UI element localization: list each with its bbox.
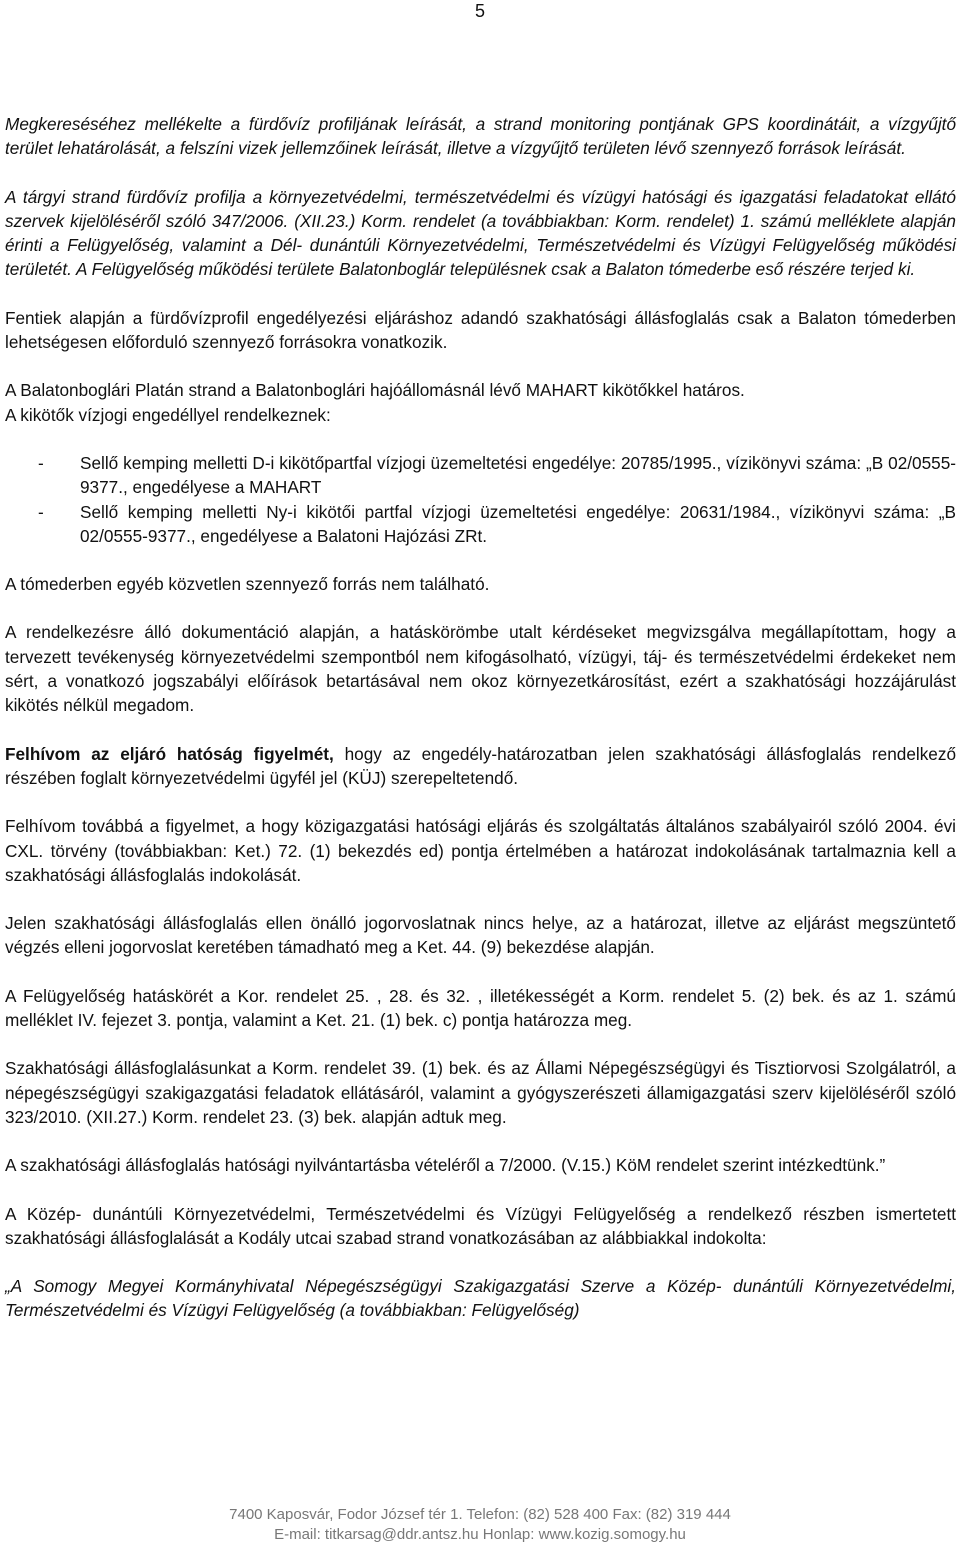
- paragraph-registration: A szakhatósági állásfoglalás hatósági nyilvántartásba vételéről a 7/2000. (V.15.) KöM rendelet szerint intézkedtünk.”: [5, 1155, 886, 1176]
- list-dash: -: [38, 452, 44, 473]
- footer-address: 7400 Kaposvár, Fodor József tér 1. Telefon: (82) 528 400 Fax: (82) 319 444: [229, 1506, 731, 1523]
- paragraph-profile-scope: A tárgyi strand fürdővíz profilja a környezetvédelmi, természetvédelmi és vízügyi hatósági és igazgatási feladatokat ellátó szervek kijelöléséről szóló 347/2006. (XII.23.) Korm. rendelet (a továbbiakban: Korm. rendelet) 1. számú melléklete alapján érinti a Felügyelőség, valamint a Dél- dunántúli Környezetvédelmi, Természetvédelmi és Vízügyi Felügyelőség működési területét. A Felügyelőség működési területe Balatonboglár településnek csak a Balaton tómederbe eső részére terjed ki.: [5, 186, 956, 280]
- list-item: [5, 500, 956, 549]
- paragraph-decision: A rendelkezésre álló dokumentáció alapján, a hatáskörömbe utalt kérdéseket megvizsgálva megállapítottam, hogy a tervezett tevékenység környezetvédelmi szempontból nem kifogásolható, vízügyi, táj- és természetvédelmi érdekeket nem sért, a vonatkozó jogszabályi előírások betartásával nem okoz környezetkárosítást, ezért a szakhatósági hozzájárulást kikötés nélkül megadom.: [5, 622, 956, 716]
- list-item: [5, 451, 956, 500]
- paragraph-ket-reference: Felhívom továbbá a figyelmet, a hogy közigazgatási hatósági eljárás és szolgáltatás általános szabályairól szóló 2004. évi CXL. törvény (továbbiakban: Ket.) 72. (1) bekezdés ed) pontja értelmében a határozat indokolásának tartalmaznia kell a szakhatósági állásfoglalás indokolását.: [5, 816, 956, 885]
- list-item-text: Sellő kemping melletti Ny-i kikötői partfal vízjogi üzemeltetési engedélye: 20631/1984., vízikönyvi száma: „B 02/0555-9377., engedélyese a Balatoni Hajózási ZRt.: [80, 501, 956, 546]
- notice-lead: Felhívom az eljáró hatóság figyelmét,: [5, 743, 334, 764]
- paragraph-legal-basis: Szakhatósági állásfoglalásunkat a Korm. rendelet 39. (1) bek. és az Állami Népegészségügyi és Tisztiorvosi Szolgálatról, a népegészségügyi szakigazgatási feladatok ellátásáról, valamint a gyógyszerészeti államigazgatási szerv kijelöléséről szóló 323/2010. (XII.27.) Korm. rendelet 23. (3) bek. alapján adtuk meg.: [5, 1058, 956, 1127]
- paragraph-attachments: Megkereséséhez mellékelte a fürdővíz profiljának leírását, a strand monitoring pontjának GPS koordinátáit, a vízgyűjtő terület lehatárolását, a felszíni vizek jellemzőinek leírását, illetve a vízgyűjtő területen lévő szennyező források leírását.: [5, 114, 956, 159]
- footer-contact: E-mail: titkarsag@ddr.antsz.hu Honlap: www.kozig.somogy.hu: [274, 1526, 686, 1543]
- permit-list: [5, 451, 956, 548]
- list-dash: -: [38, 501, 44, 522]
- page-number: 5: [474, 1, 485, 21]
- paragraph-harbor-permits: A kikötők vízjogi engedéllyel rendelkeznek:: [5, 404, 331, 425]
- list-item-text: Sellő kemping melletti D-i kikötőpartfal vízjogi üzemeltetési engedélye: 20785/1995., vízikönyvi száma: „B 02/0555-9377., engedélyese a MAHART: [80, 452, 956, 498]
- paragraph-harbor-border: A Balatonboglári Platán strand a Balatonboglári hajóállomásnál lévő MAHART kikötőkkel határos.: [5, 380, 745, 401]
- notice-rest: hogy az engedély-határozatban jelen szakhatósági állásfoglalás rendelkező részében foglalt környezetvédelmi ügyfél jel (KÜJ) szerepeltetendő.: [5, 743, 956, 788]
- paragraph-notice: [5, 742, 956, 791]
- paragraph-remedy: Jelen szakhatósági állásfoglalás ellen önálló jogorvoslatnak nincs helye, az a határozat, illetve az eljárást megszüntető végzés elleni jogorvoslat keretében támadható meg a Ket. 44. (9) bekezdése alapján.: [5, 913, 956, 958]
- paragraph-pollution-sources: Fentiek alapján a fürdővízprofil engedélyezési eljáráshoz adandó szakhatósági állásfoglalás csak a Balaton tómederben lehetségesen előforduló szennyező forrásokra vonatkozik.: [5, 307, 956, 353]
- paragraph-no-other-source: A tómederben egyéb közvetlen szennyező forrás nem található.: [5, 574, 490, 595]
- paragraph-competence: A Felügyelőség hatáskörét a Kor. rendelet 25. , 28. és 32. , illetékességét a Korm. rendelet 5. (2) bek. és az 1. számú melléklet IV. fejezet 3. pontja, valamint a Ket. 21. (1) bek. c) pontja határozza meg.: [5, 985, 956, 1031]
- document-body: [5, 112, 956, 1323]
- paragraph-quote-start: „A Somogy Megyei Kormányhivatal Népegészségügyi Szakigazgatási Szerve a Közép- dunántúli Környezetvédelmi, Természetvédelmi és Vízügyi Felügyelőség (a továbbiakban: Felügyelőség): [5, 1276, 956, 1321]
- paragraph-kodaly-strand: A Közép- dunántúli Környezetvédelmi, Természetvédelmi és Vízügyi Felügyelőség a rendelkező részben ismertetett szakhatósági állásfoglalását a Kodály utcai szabad strand vonatkozásában az alábbiakkal indokolta:: [5, 1203, 956, 1248]
